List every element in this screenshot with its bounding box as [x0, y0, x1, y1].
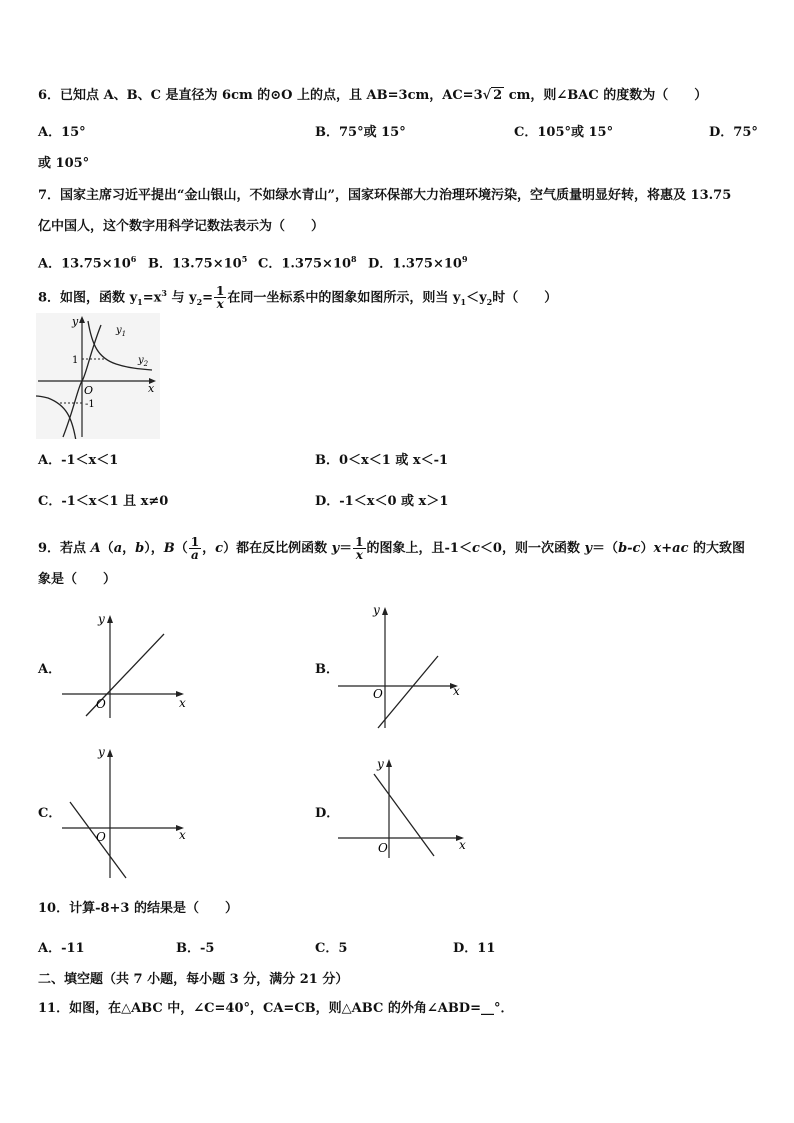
graph-origin-label: O: [84, 384, 94, 397]
q9-option-c-label[interactable]: C．: [38, 806, 62, 821]
graph-y2-letter: y: [138, 355, 144, 366]
q8-sup3: 3: [161, 288, 167, 298]
q9-point-B: B: [163, 541, 175, 556]
x-label: x: [453, 684, 460, 698]
origin-label: O: [373, 687, 383, 701]
q9-t-f: ，: [202, 541, 216, 556]
q7-option-c[interactable]: [258, 251, 357, 272]
q9-frac1-num: 1: [190, 535, 200, 549]
q9-fraction-1: [189, 536, 201, 561]
q8-text-a: 8．如图，函数 y: [38, 290, 138, 306]
q9-t-m: +: [661, 541, 673, 556]
q8-text-f: ＜y: [466, 290, 487, 306]
y-label: y: [373, 603, 380, 617]
q9-t-a: 9．若点: [38, 541, 91, 556]
q10-option-c[interactable]: C．5: [315, 941, 348, 956]
q8-text-b: =x: [142, 290, 162, 306]
q7-opt-d-exp: 9: [461, 254, 468, 264]
section-2-heading: 二、填空题（共 7 小题，每小题 3 分，满分 21 分）: [38, 972, 349, 987]
y-label: y: [377, 757, 384, 771]
question-6-stem: [38, 88, 707, 104]
q9-t-n: 的大致图: [688, 541, 746, 556]
q8-text-e: 在同一坐标系中的图象如图所示，则当 y: [227, 290, 461, 306]
y-axis-arrow: [386, 759, 392, 767]
q8-option-d[interactable]: D．-1＜x＜0 或 x＞1: [315, 494, 449, 509]
q9-option-a-graph[interactable]: [58, 610, 198, 722]
q10-option-a[interactable]: A．-11: [38, 941, 85, 956]
y-label: y: [98, 745, 105, 759]
q9-x: x: [653, 541, 662, 556]
q9-frac2-den: x: [355, 548, 363, 562]
q9-point-A: A: [90, 541, 101, 556]
q9-t-l: ）: [640, 541, 654, 556]
q9-bc: b-c: [618, 541, 641, 556]
question-9-stem-line1: [38, 536, 745, 561]
graph-x-label: x: [148, 382, 155, 395]
q7-option-a[interactable]: [38, 251, 136, 272]
q8-text-c: 与 y: [166, 290, 197, 306]
q7-opt-a-text: A．13.75×10: [38, 256, 131, 272]
q9-frac1-den: a: [191, 548, 199, 562]
q6-option-d-continued: 或 105°: [38, 156, 90, 171]
q8-sub1: 1: [137, 296, 143, 307]
q8-sub4: 2: [486, 296, 493, 307]
line-graph: [378, 656, 438, 728]
q8-sub2: 2: [196, 296, 203, 307]
q9-option-b-label[interactable]: B．: [315, 662, 339, 677]
origin-label: O: [96, 830, 106, 844]
q9-a: a: [113, 541, 123, 556]
q7-opt-c-exp: 8: [351, 254, 357, 264]
q6-option-d[interactable]: D．75°: [709, 125, 758, 140]
q9-t-b: （: [100, 541, 114, 556]
q9-fraction-2: [353, 536, 365, 561]
q9-ac: ac: [672, 541, 689, 556]
q9-option-d-graph[interactable]: [334, 752, 474, 862]
q9-t-j: ＜0，则一次函数: [479, 541, 585, 556]
q9-t-c: ，: [122, 541, 136, 556]
q8-fraction: [214, 285, 226, 310]
graph-tick-neg1: -1: [85, 399, 95, 410]
q10-option-d[interactable]: D．11: [453, 941, 496, 956]
q7-opt-b-exp: 5: [241, 254, 248, 264]
q6-sqrt-value: 2: [493, 88, 503, 103]
q7-option-d[interactable]: [368, 251, 468, 272]
q8-option-a[interactable]: A．-1＜x＜1: [38, 453, 119, 468]
question-9-stem-line2: 象是（ ）: [38, 572, 117, 587]
q6-text-a: 6．已知点 A、B、C 是直径为 6cm 的⊙O 上的点，且 AB=3cm，AC=3: [38, 88, 483, 103]
x-label: x: [179, 696, 186, 710]
graph-y1-sub: 1: [121, 330, 127, 338]
question-8-stem: [38, 285, 557, 310]
q9-y: y: [331, 541, 340, 556]
q9-t-g: ）都在反比例函数: [223, 541, 332, 556]
q6-option-a[interactable]: A．15°: [38, 125, 86, 140]
q6-option-b[interactable]: B．75°或 15°: [315, 125, 406, 140]
x-label: x: [459, 838, 466, 852]
origin-label: O: [96, 697, 106, 711]
q9-option-c-graph[interactable]: [58, 742, 198, 882]
q8-option-c[interactable]: C．-1＜x＜1 且 x≠0: [38, 494, 169, 509]
y-axis-arrow: [107, 749, 113, 757]
q7-opt-b-text: B．13.75×10: [148, 256, 242, 272]
q9-t-h: ＝: [339, 541, 353, 556]
q7-option-b[interactable]: [148, 251, 247, 272]
question-7-stem-line1: 7．国家主席习近平提出“金山银山，不如绿水青山”，国家环保部大力治理环境污染，空气质量明显好转，将惠及 13.75: [38, 188, 732, 203]
q9-t-e: （: [174, 541, 188, 556]
q8-function-graph: [36, 313, 160, 439]
origin-label: O: [378, 841, 388, 855]
q8-frac-num: 1: [216, 284, 225, 299]
q8-sub3: 1: [460, 296, 467, 307]
q9-c: c: [215, 541, 224, 556]
q9-t-i: 的图象上，且-1＜: [366, 541, 472, 556]
q9-y2: y: [584, 541, 593, 556]
q8-text-g: 时（ ）: [492, 290, 558, 306]
graph-tick-1: 1: [72, 355, 79, 366]
q9-option-a-label[interactable]: A．: [38, 662, 62, 677]
x-label: x: [179, 828, 186, 842]
y-axis-arrow: [382, 607, 388, 615]
q6-text-b: cm，则∠BAC 的度数为（ ）: [504, 88, 708, 103]
q8-frac-den: x: [216, 297, 224, 312]
graph-y2-sub: 2: [143, 360, 149, 368]
q7-opt-d-text: D．1.375×10: [368, 256, 462, 272]
question-10-stem: 10．计算-8+3 的结果是（ ）: [38, 901, 238, 916]
q9-b: b: [135, 541, 145, 556]
graph-y-label: y: [72, 315, 79, 328]
q7-opt-c-text: C．1.375×10: [258, 256, 352, 272]
q9-c2: c: [471, 541, 480, 556]
q9-option-d-label[interactable]: D．: [315, 806, 340, 821]
q9-t-d: ），: [144, 541, 164, 556]
q8-text-d: =: [202, 290, 214, 306]
q9-t-k: ＝（: [592, 541, 619, 556]
question-11-stem: 11．如图，在△ABC 中，∠C=40°，CA=CB，则△ABC 的外角∠ABD=__°．: [38, 1001, 514, 1016]
y-label: y: [98, 612, 105, 626]
q7-opt-a-exp: 6: [130, 254, 137, 264]
q6-option-c[interactable]: C．105°或 15°: [514, 125, 614, 140]
q10-option-b[interactable]: B．-5: [176, 941, 215, 956]
question-7-stem-line2: 亿中国人，这个数字用科学记数法表示为（ ）: [38, 219, 325, 234]
q8-option-b[interactable]: B．0＜x＜1 或 x＜-1: [315, 453, 449, 468]
q9-option-b-graph[interactable]: [334, 600, 474, 734]
q9-frac2-num: 1: [355, 535, 364, 549]
sqrt-symbol: √ 2: [482, 88, 503, 103]
y-axis-arrow: [107, 615, 113, 623]
graph-y1-letter: y: [116, 325, 122, 336]
